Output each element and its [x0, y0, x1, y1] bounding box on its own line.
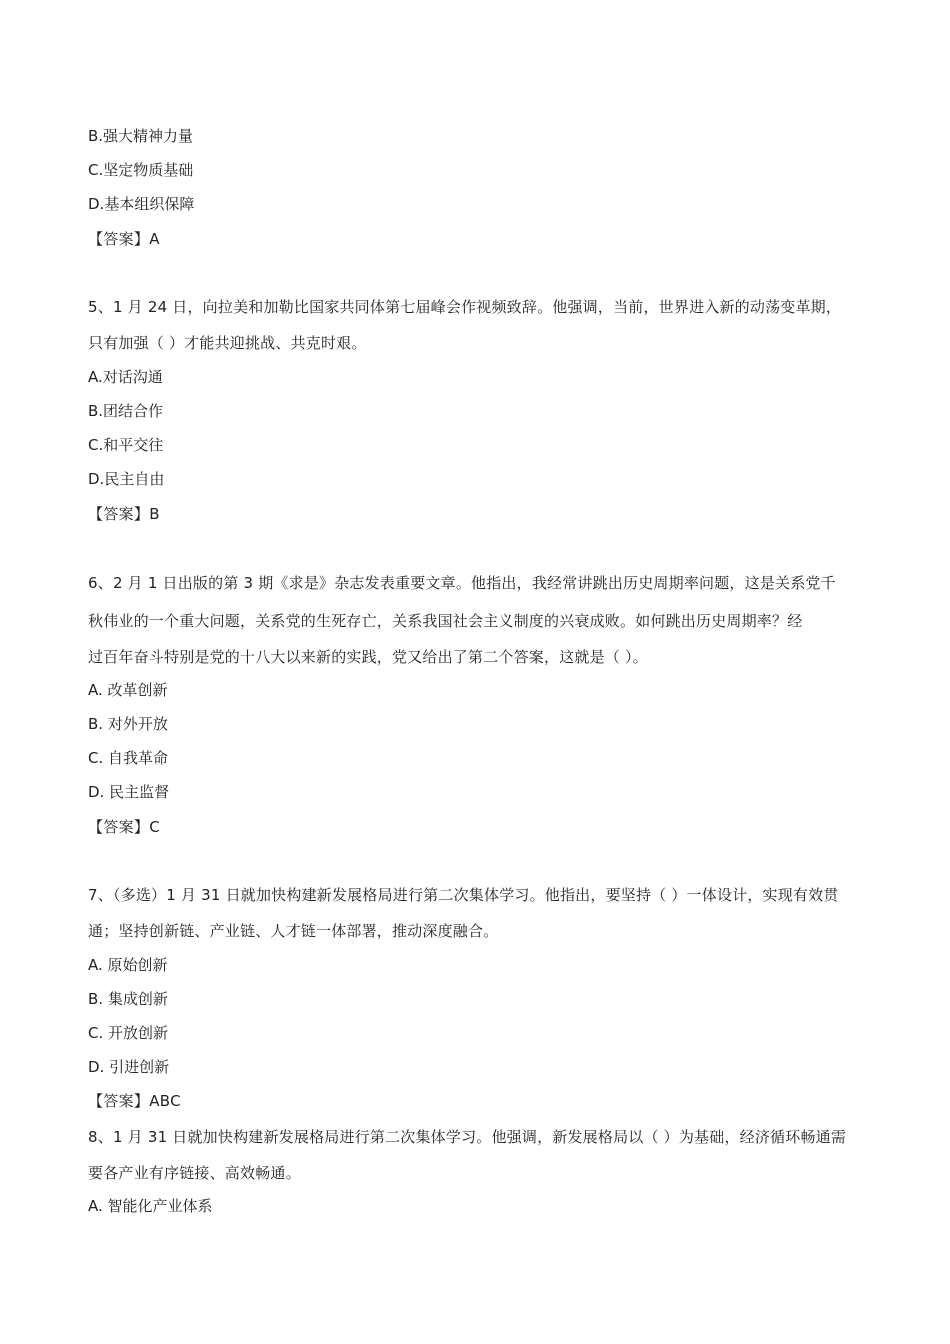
q5-answer: 【答案】B: [88, 505, 160, 523]
q6-option-a: A. 改革创新: [88, 681, 168, 699]
q7-stem-line-2: 通；坚持创新链、产业链、人才链一体部署，推动深度融合。: [88, 922, 499, 940]
q4-option-d: D.基本组织保障: [88, 195, 195, 213]
q8-option-a: A. 智能化产业体系: [88, 1197, 213, 1215]
q6-stem-line-1: 6、2 月 1 日出版的第 3 期《求是》杂志发表重要文章。他指出，我经常讲跳出历史周期率问题，这是关系党千: [88, 574, 836, 592]
q6-option-d: D. 民主监督: [88, 783, 170, 801]
q7-option-b: B. 集成创新: [88, 990, 168, 1008]
q6-stem-line-2: 秋伟业的一个重大问题，关系党的生死存亡，关系我国社会主义制度的兴衰成败。如何跳出历史周期率？经: [88, 612, 803, 630]
q7-stem-line-1: 7、（多选）1 月 31 日就加快构建新发展格局进行第二次集体学习。他指出，要坚持（ ）一体设计，实现有效贯: [88, 886, 839, 904]
q6-option-b: B. 对外开放: [88, 715, 168, 733]
q5-option-d: D.民主自由: [88, 470, 165, 488]
q8-stem-line-2: 要各产业有序链接、高效畅通。: [88, 1164, 301, 1182]
q6-answer: 【答案】C: [88, 818, 160, 836]
q6-stem-line-3: 过百年奋斗特别是党的十八大以来新的实践，党又给出了第二个答案，这就是（ ）。: [88, 648, 648, 666]
q4-answer: 【答案】A: [88, 230, 160, 248]
q7-option-c: C. 开放创新: [88, 1024, 169, 1042]
q8-stem-line-1: 8、1 月 31 日就加快构建新发展格局进行第二次集体学习。他强调，新发展格局以（ ）为基础，经济循环畅通需: [88, 1128, 847, 1146]
q7-option-a: A. 原始创新: [88, 956, 168, 974]
q4-option-c: C.坚定物质基础: [88, 161, 194, 179]
q6-option-c: C. 自我革命: [88, 749, 169, 767]
q5-option-b: B.团结合作: [88, 402, 164, 420]
q7-option-d: D. 引进创新: [88, 1058, 170, 1076]
q7-answer: 【答案】ABC: [88, 1092, 181, 1110]
q4-option-b: B.强大精神力量: [88, 127, 194, 145]
q5-stem-line-2: 只有加强（ ）才能共迎挑战、共克时艰。: [88, 334, 367, 352]
q5-stem-line-1: 5、1 月 24 日，向拉美和加勒比国家共同体第七届峰会作视频致辞。他强调，当前，世界进入新的动荡变革期，: [88, 298, 842, 316]
q5-option-c: C.和平交往: [88, 436, 164, 454]
q5-option-a: A.对话沟通: [88, 368, 163, 386]
